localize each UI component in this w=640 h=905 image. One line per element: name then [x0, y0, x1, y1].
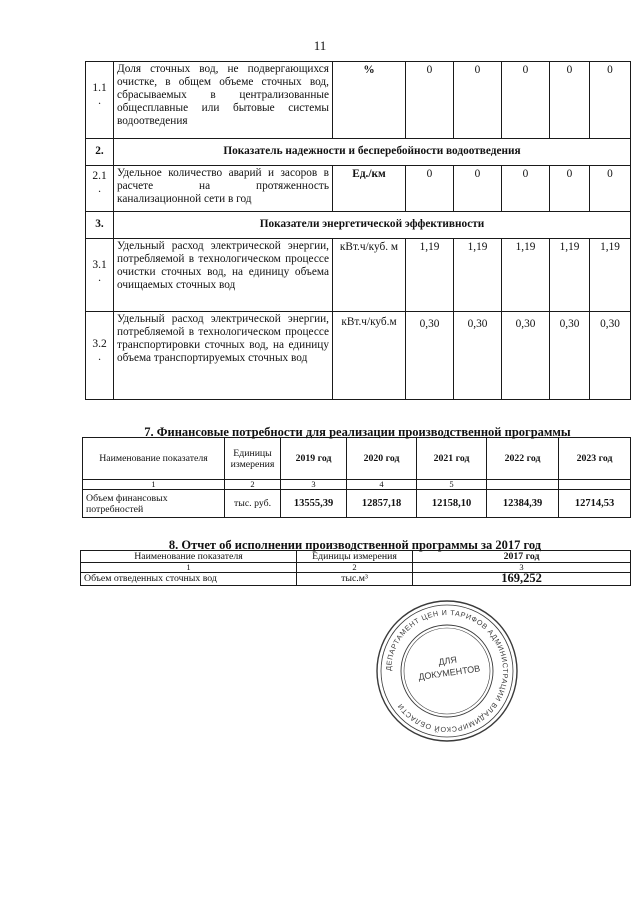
value-cell: 1,19: [454, 239, 502, 312]
value-cell: 0: [406, 62, 454, 139]
header-name: Наименование показателя: [81, 551, 297, 563]
section-7-title: 7. Финансовые потребности для реализации производственной программы: [144, 425, 571, 439]
value-cell: 0: [550, 62, 590, 139]
indicator-description: Удельный расход электрической энергии, потребляемой в технологическом процессе транспортировки сточных вод, на единицу объема транспортируемых сточных вод: [114, 312, 333, 400]
page-number: 11: [313, 38, 327, 53]
indicator-description: Удельное количество аварий и засоров в расчете на протяженность канализационной сети в год: [114, 166, 333, 212]
value-cell: 0: [502, 166, 550, 212]
value-cell: 0,30: [406, 312, 454, 400]
table-row: [86, 62, 631, 139]
indicator-unit: %: [333, 62, 406, 139]
indicator-description: Удельный расход электрической энергии, потребляемой в технологическом процессе очистки сточных вод, на единицу объема очищаемых сточных вод: [114, 239, 333, 312]
value-cell: 12158,10: [417, 490, 487, 518]
value-cell: 0,30: [550, 312, 590, 400]
value-cell: 0: [454, 62, 502, 139]
index-cell: 4: [347, 480, 417, 490]
header-row: [83, 438, 631, 480]
stamp-ring-text: ДЕПАРТАМЕНТ ЦЕН И ТАРИФОВ АДМИНИСТРАЦИИ ВЛАДИМИРСКОЙ ОБЛАСТИ: [383, 607, 511, 735]
indicator-description: Доля сточных вод, не подвергающихся очистке, в общем объеме сточных вод, сбрасываемых в централизованные общесплавные или бытовые системы водоотведения: [114, 62, 333, 139]
index-cell: 2: [297, 563, 413, 573]
index-cell: 3: [413, 563, 631, 573]
stamp-center-line1: ДЛЯ: [437, 654, 458, 668]
section-row: [86, 212, 631, 239]
header-name: Наименование показателя: [83, 438, 225, 480]
row-label: Объем финансовых потребностей: [83, 490, 225, 518]
value-cell: 0: [502, 62, 550, 139]
value-cell: 0: [590, 166, 631, 212]
value-cell: 13555,39: [281, 490, 347, 518]
value-cell: 0,30: [590, 312, 631, 400]
index-row: [81, 563, 631, 573]
index-cell: [559, 480, 631, 490]
header-year: 2019 год: [281, 438, 347, 480]
indicator-unit: Ед./км: [333, 166, 406, 212]
indicator-unit: кВт.ч/куб.м: [333, 312, 406, 400]
value-cell: 0,30: [502, 312, 550, 400]
official-stamp: [374, 598, 520, 744]
index-cell: 5: [417, 480, 487, 490]
header-year: 2023 год: [559, 438, 631, 480]
value-cell: 1,19: [590, 239, 631, 312]
financial-needs-table: [82, 437, 631, 518]
value-cell: 169,252: [413, 573, 631, 586]
section-title: Показатель надежности и бесперебойности водоотведения: [114, 139, 631, 166]
row-number: 3.2 .: [86, 312, 114, 400]
section-row: [86, 139, 631, 166]
section-title: Показатели энергетической эффективности: [114, 212, 631, 239]
index-cell: 1: [81, 563, 297, 573]
row-number: 1.1 .: [86, 62, 114, 139]
header-unit: Единицы измерения: [225, 438, 281, 480]
index-cell: 2: [225, 480, 281, 490]
table-row: [81, 573, 631, 586]
header-row: [81, 551, 631, 563]
index-cell: [487, 480, 559, 490]
indicator-unit: кВт.ч/куб. м: [333, 239, 406, 312]
section-number: 2.: [86, 139, 114, 166]
row-number: 3.1 .: [86, 239, 114, 312]
header-year: 2021 год: [417, 438, 487, 480]
value-cell: 1,19: [550, 239, 590, 312]
header-year: 2020 год: [347, 438, 417, 480]
header-unit: Единицы измерения: [297, 551, 413, 563]
table-row: [86, 239, 631, 312]
value-cell: 0: [590, 62, 631, 139]
index-row: [83, 480, 631, 490]
header-year: 2022 год: [487, 438, 559, 480]
index-cell: 1: [83, 480, 225, 490]
execution-report-table: [80, 550, 631, 586]
header-year: 2017 год: [413, 551, 631, 563]
value-cell: 12857,18: [347, 490, 417, 518]
section-number: 3.: [86, 212, 114, 239]
indicators-table: [85, 61, 631, 400]
value-cell: 0: [454, 166, 502, 212]
table-row: [86, 312, 631, 400]
value-cell: 1,19: [502, 239, 550, 312]
row-unit: тыс. руб.: [225, 490, 281, 518]
row-label: Объем отведенных сточных вод: [81, 573, 297, 586]
value-cell: 12714,53: [559, 490, 631, 518]
row-number: 2.1 .: [86, 166, 114, 212]
value-cell: 0: [550, 166, 590, 212]
table-row: [86, 166, 631, 212]
value-cell: 0: [406, 166, 454, 212]
value-cell: 12384,39: [487, 490, 559, 518]
value-cell: 0,30: [454, 312, 502, 400]
index-cell: 3: [281, 480, 347, 490]
section-8-title: 8. Отчет об исполнении производственной программы за 2017 год: [168, 538, 542, 552]
row-unit: тыс.м³: [297, 573, 413, 586]
table-row: [83, 490, 631, 518]
stamp-center-line2: ДОКУМЕНТОВ: [417, 663, 481, 682]
value-cell: 1,19: [406, 239, 454, 312]
